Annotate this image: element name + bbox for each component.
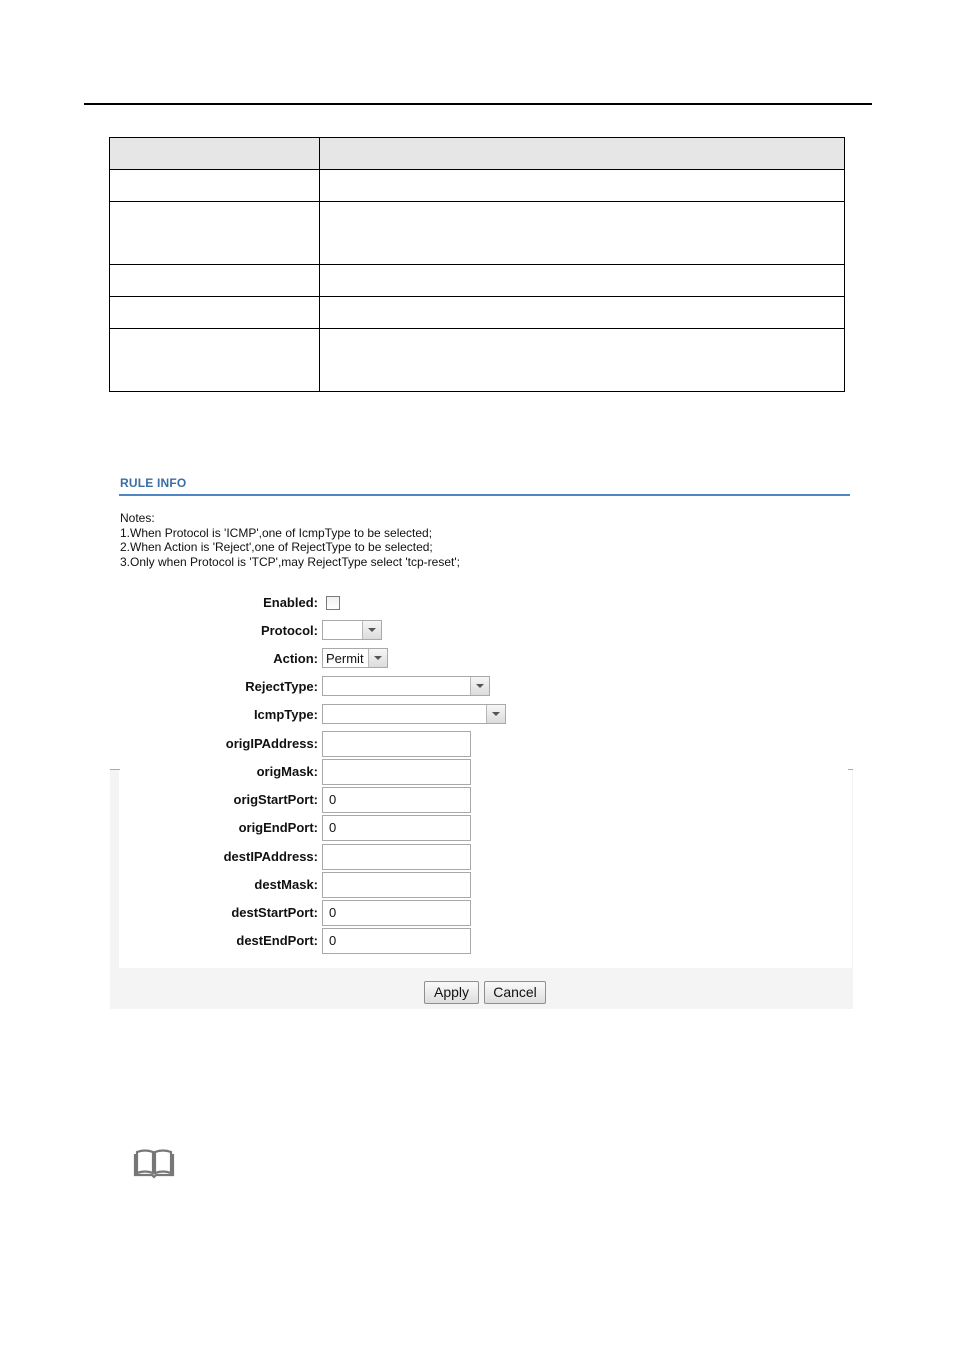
table-row bbox=[110, 170, 845, 202]
orig-ip-row bbox=[110, 732, 853, 756]
icmp-type-select[interactable] bbox=[322, 704, 506, 724]
orig-end-port-row bbox=[110, 816, 853, 840]
dest-mask-label: destMask: bbox=[254, 877, 318, 892]
protocol-label: Protocol: bbox=[260, 623, 318, 638]
enabled-row bbox=[110, 591, 853, 615]
icmp-type-row bbox=[110, 703, 853, 727]
orig-end-port-label: origEndPort: bbox=[238, 820, 318, 835]
orig-mask-label: origMask: bbox=[256, 764, 318, 779]
table-header-row bbox=[110, 138, 845, 170]
action-row bbox=[110, 647, 853, 671]
protocol-select[interactable] bbox=[322, 620, 382, 640]
dest-start-port-label: destStartPort: bbox=[231, 905, 318, 920]
orig-ip-input[interactable] bbox=[322, 731, 471, 757]
action-label: Action: bbox=[273, 651, 318, 666]
dest-mask-row bbox=[110, 873, 853, 897]
action-select[interactable]: Permit bbox=[322, 648, 388, 668]
chevron-down-icon bbox=[362, 621, 381, 639]
reject-type-row bbox=[110, 675, 853, 699]
table-row bbox=[110, 265, 845, 297]
reject-type-select[interactable] bbox=[322, 676, 490, 696]
dest-start-port-row bbox=[110, 901, 853, 925]
orig-mask-input[interactable] bbox=[322, 759, 471, 785]
orig-start-port-input[interactable]: 0 bbox=[322, 787, 471, 813]
apply-button[interactable]: Apply bbox=[424, 981, 479, 1004]
orig-start-port-row bbox=[110, 788, 853, 812]
dest-end-port-label: destEndPort: bbox=[236, 933, 318, 948]
dest-end-port-input[interactable]: 0 bbox=[322, 928, 471, 954]
note-line: 2.When Action is 'Reject',one of RejectType to be selected; bbox=[120, 540, 433, 554]
table-row bbox=[110, 202, 845, 265]
section-title: RULE INFO bbox=[120, 476, 187, 490]
dest-ip-row bbox=[110, 845, 853, 869]
cancel-button[interactable]: Cancel bbox=[484, 981, 546, 1004]
section-divider bbox=[119, 494, 850, 496]
orig-end-port-input[interactable]: 0 bbox=[322, 815, 471, 841]
chevron-down-icon bbox=[486, 705, 505, 723]
orig-mask-row bbox=[110, 760, 853, 784]
dest-start-port-input[interactable]: 0 bbox=[322, 900, 471, 926]
orig-ip-label: origIPAddress: bbox=[225, 736, 318, 751]
chevron-down-icon bbox=[368, 649, 387, 667]
rule-info-screenshot bbox=[110, 470, 853, 1009]
icmp-type-label: IcmpType: bbox=[253, 707, 318, 722]
dest-ip-label: destIPAddress: bbox=[223, 849, 318, 864]
parameter-table bbox=[109, 137, 845, 392]
enabled-checkbox[interactable] bbox=[326, 596, 340, 610]
table-row bbox=[110, 329, 845, 392]
protocol-row bbox=[110, 619, 853, 643]
note-line: 1.When Protocol is 'ICMP',one of IcmpType to be selected; bbox=[120, 525, 433, 540]
orig-start-port-label: origStartPort: bbox=[233, 792, 318, 807]
chevron-down-icon bbox=[470, 677, 489, 695]
note-line: Notes: bbox=[120, 511, 155, 525]
table-row bbox=[110, 297, 845, 329]
dest-ip-input[interactable] bbox=[322, 844, 471, 870]
dest-mask-input[interactable] bbox=[322, 872, 471, 898]
enabled-label: Enabled: bbox=[263, 595, 318, 610]
header-rule bbox=[84, 103, 872, 105]
note-line: 3.Only when Protocol is 'TCP',may RejectType select 'tcp-reset'; bbox=[120, 554, 460, 569]
dest-end-port-row bbox=[110, 929, 853, 953]
book-icon bbox=[132, 1148, 176, 1184]
reject-type-label: RejectType: bbox=[245, 679, 318, 694]
notes-block bbox=[120, 511, 460, 569]
